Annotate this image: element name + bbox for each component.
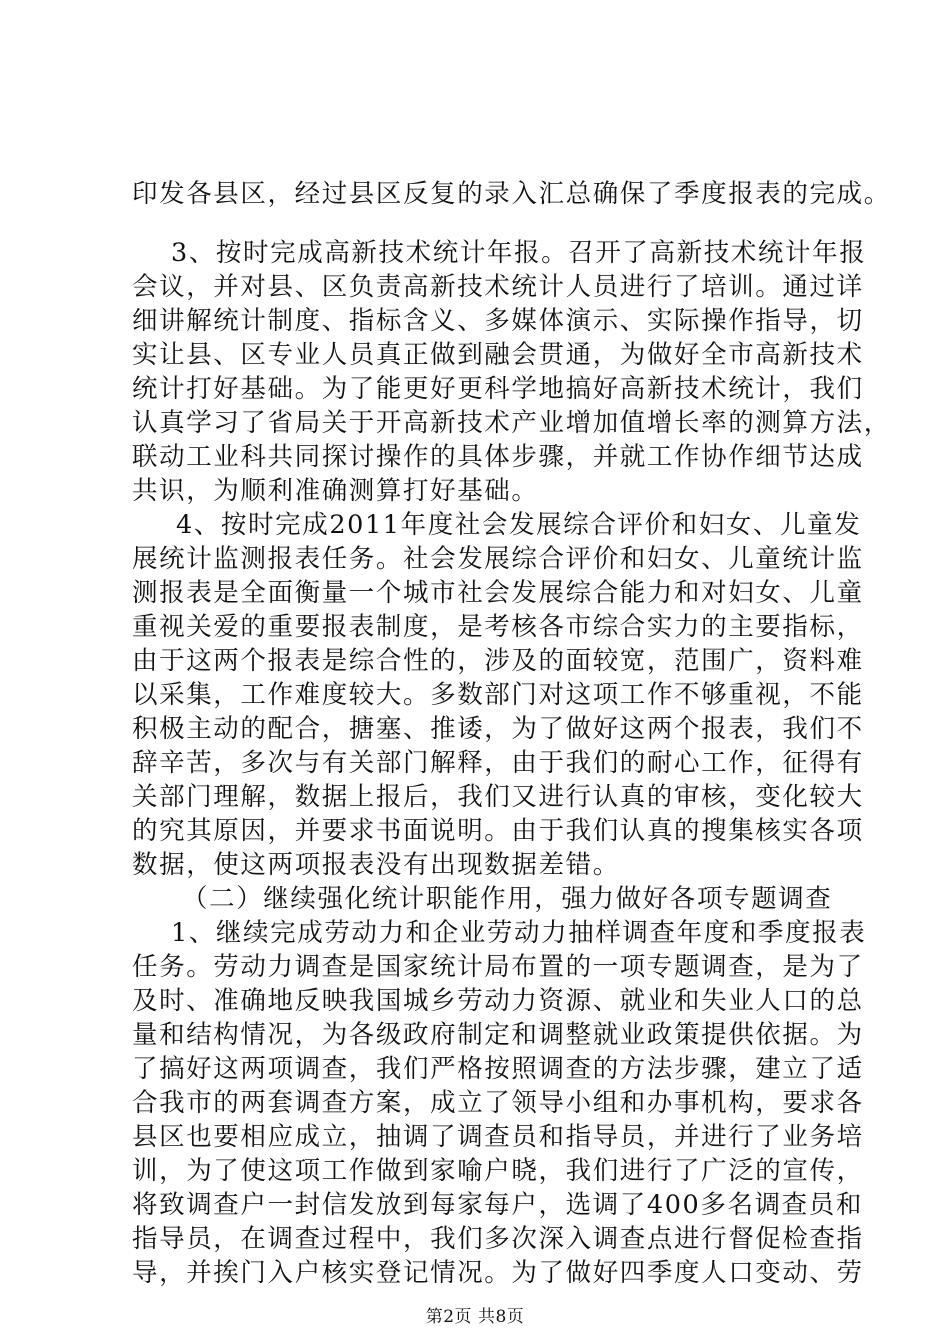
text-line: 训，为了使这项工作做到家喻户晓，我们进行了广泛的宣传， bbox=[132, 1156, 864, 1186]
text-line: 了搞好这两项调查，我们严格按照调查的方法步骤，建立了适 bbox=[132, 1054, 864, 1084]
text-line: 合我市的两套调查方案，成立了领导小组和办事机构，要求各 bbox=[132, 1088, 864, 1118]
text-line: 印发各县区，经过县区反复的录入汇总确保了季度报表的完成。 bbox=[132, 179, 891, 209]
text-line: 辞辛苦，多次与有关部门解释，由于我们的耐心工作，征得有 bbox=[132, 748, 864, 778]
text-line: 统计打好基础。为了能更好更科学地搞好高新技术统计，我们 bbox=[132, 374, 864, 404]
text-line: 认真学习了省局关于开高新技术产业增加值增长率的测算方法， bbox=[132, 408, 891, 438]
section-heading: （二）继续强化统计职能作用，强力做好各项专题调查 bbox=[182, 884, 833, 914]
text-line: 联动工业科共同探讨操作的具体步骤，并就工作协作细节达成 bbox=[132, 442, 864, 472]
text-line: 重视关爱的重要报表制度，是考核各市综合实力的主要指标， bbox=[132, 612, 864, 642]
page-footer: 第2页 共8页 bbox=[425, 1307, 525, 1327]
text-line: 展统计监测报表任务。社会发展综合评价和妇女、儿童统计监 bbox=[132, 544, 864, 574]
text-line: 关部门理解，数据上报后，我们又进行认真的审核，变化较大 bbox=[132, 782, 864, 812]
text-line: 的究其原因，并要求书面说明。由于我们认真的搜集核实各项 bbox=[132, 816, 864, 846]
text-line: 数据，使这两项报表没有出现数据差错。 bbox=[132, 850, 620, 880]
text-line: 细讲解统计制度、指标含义、多媒体演示、实际操作指导，切 bbox=[132, 306, 864, 336]
text-line: 任务。劳动力调查是国家统计局布置的一项专题调查，是为了 bbox=[132, 952, 864, 982]
text-line: 将致调查户一封信发放到每家每户，选调了400多名调查员和 bbox=[132, 1190, 863, 1220]
text-line: 3、按时完成高新技术统计年报。召开了高新技术统计年报 bbox=[171, 238, 867, 268]
text-line: 由于这两个报表是综合性的，涉及的面较宽，范围广，资料难 bbox=[132, 646, 864, 676]
text-line: 量和结构情况，为各级政府制定和调整就业政策提供依据。为 bbox=[132, 1020, 864, 1050]
text-line: 共识，为顺利准确测算打好基础。 bbox=[132, 476, 539, 506]
text-line: 以采集，工作难度较大。多数部门对这项工作不够重视，不能 bbox=[132, 680, 864, 710]
text-line: 实让县、区专业人员真正做到融会贯通，为做好全市高新技术 bbox=[132, 340, 864, 370]
text-line: 导，并挨门入户核实登记情况。为了做好四季度人口变动、劳 bbox=[132, 1258, 864, 1288]
text-line: 及时、准确地反映我国城乡劳动力资源、就业和失业人口的总 bbox=[132, 986, 864, 1016]
text-line: 测报表是全面衡量一个城市社会发展综合能力和对妇女、儿童 bbox=[132, 578, 864, 608]
text-line: 积极主动的配合，搪塞、推诿，为了做好这两个报表，我们不 bbox=[132, 714, 864, 744]
text-line: 会议，并对县、区负责高新技术统计人员进行了培训。通过详 bbox=[132, 272, 864, 302]
text-line: 指导员，在调查过程中，我们多次深入调查点进行督促检查指 bbox=[132, 1224, 864, 1254]
text-line: 1、继续完成劳动力和企业劳动力抽样调查年度和季度报表 bbox=[171, 918, 867, 948]
text-line: 县区也要相应成立，抽调了调查员和指导员，并进行了业务培 bbox=[132, 1122, 864, 1152]
text-line: 4、按时完成2011年度社会发展综合评价和妇女、儿童发 bbox=[176, 510, 862, 540]
